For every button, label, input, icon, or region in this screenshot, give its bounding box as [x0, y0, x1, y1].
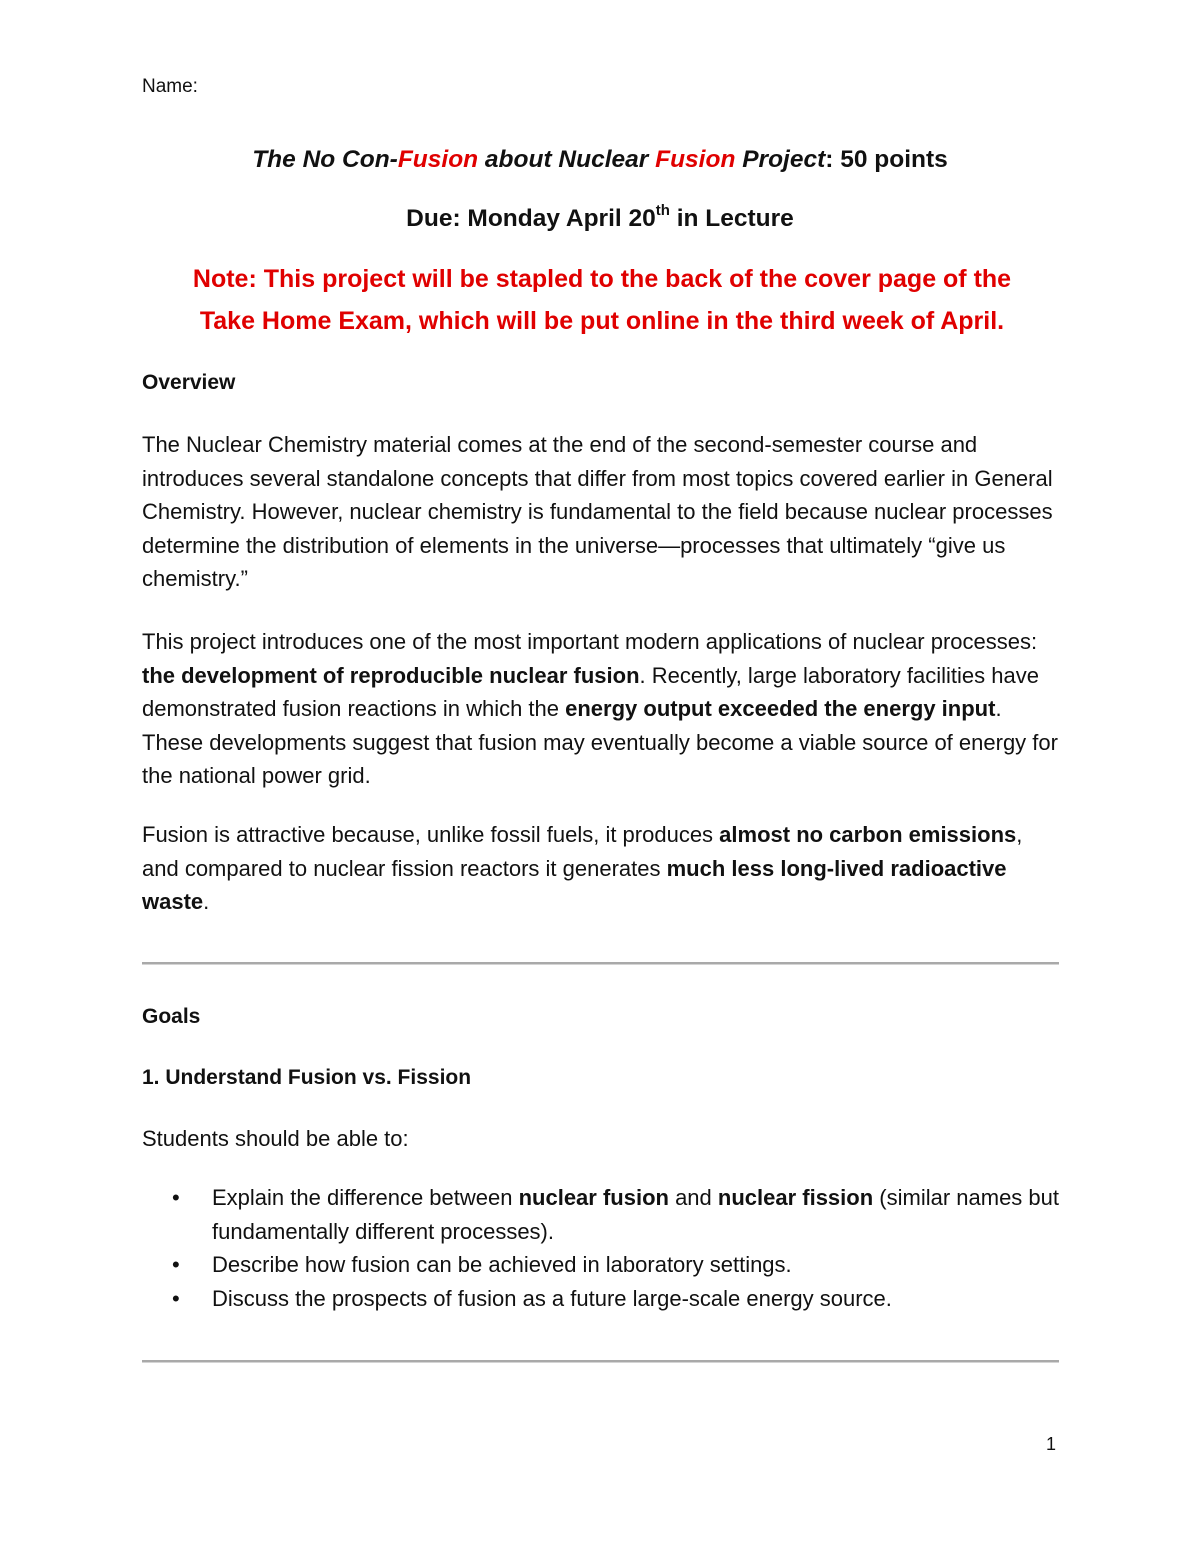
title-part-2: about Nuclear [478, 146, 656, 173]
overview-paragraph-2 [142, 625, 1062, 793]
p2-text-3: . These developments suggest that fusion may eventually become a viable source of energy for the national power grid. [142, 696, 1058, 788]
goals-bullet-list [142, 1181, 1062, 1315]
note-line-2: Take Home Exam, which will be put online in the third week of April. [199, 307, 1005, 335]
bullet-icon: • [172, 1285, 180, 1311]
p3-bold-1: almost no carbon emissions [719, 822, 1017, 847]
title-fusion-1: Fusion [397, 146, 479, 173]
goals-intro: Students should be able to: [142, 1126, 409, 1151]
note-line-1: Note: This project will be stapled to the back of the cover page of the [192, 265, 1012, 293]
section-divider-2 [142, 1360, 1059, 1363]
bullet-1-bold-2: nuclear fission [717, 1185, 874, 1210]
title-part-1: The No Con- [252, 146, 398, 173]
p3-text-3: . [203, 889, 210, 914]
note-block [142, 258, 1062, 342]
title-points: : 50 points [825, 146, 948, 173]
page-number: 1 [1046, 1434, 1057, 1454]
due-date [0, 204, 1200, 233]
p2-text-1: This project introduces one of the most important modern applications of nuclear processes: [142, 629, 1038, 654]
p3-bold-2: much less long-lived radioactive waste [142, 855, 1007, 914]
project-title [0, 146, 1200, 174]
p3-text-2: , and compared to nuclear fission reactors it generates [142, 822, 1023, 881]
p2-text-2: . Recently, large laboratory facilities have demonstrated fusion reactions in which the [142, 662, 1039, 721]
overview-paragraph-3 [142, 818, 1062, 919]
p2-bold-2: energy output exceeded the energy input [565, 696, 996, 721]
bullet-1-text-3: (similar names but fundamentally different processes). [212, 1185, 1060, 1244]
due-suffix: in Lecture [669, 205, 794, 233]
list-item [142, 1248, 1062, 1282]
due-superscript: th [655, 202, 670, 219]
bullet-3-text: Discuss the prospects of fusion as a future large-scale energy source. [212, 1285, 892, 1311]
goals-heading: Goals [142, 1005, 201, 1028]
overview-heading: Overview [142, 371, 236, 394]
overview-paragraph-1: The Nuclear Chemistry material comes at the end of the second-semester course and introduces several standalone concepts that differ from most topics covered earlier in General Chemistry. However, nuclear chemistry is fundamental to the field because nuclear processes determine the distribution of elements in the universe—processes that ultimately “give us chemistry.” [142, 432, 1053, 591]
name-label: Name: [142, 76, 198, 97]
goal-1-heading: 1. Understand Fusion vs. Fission [142, 1066, 472, 1089]
bullet-2-text: Describe how fusion can be achieved in laboratory settings. [212, 1252, 792, 1277]
title-part-3: Project [735, 146, 826, 173]
bullet-icon: • [172, 1185, 180, 1210]
bullet-icon: • [172, 1252, 180, 1277]
list-item [142, 1282, 1062, 1316]
list-item [142, 1181, 1062, 1248]
section-divider-1 [142, 962, 1059, 965]
bullet-1-text-2: and [668, 1185, 718, 1210]
p2-bold-1: the development of reproducible nuclear fusion [142, 662, 640, 688]
p3-text-1: Fusion is attractive because, unlike fossil fuels, it produces [142, 822, 720, 847]
title-fusion-2: Fusion [655, 146, 736, 173]
bullet-1-text-1: Explain the difference between [212, 1185, 519, 1210]
due-prefix: Due: Monday April 20 [406, 205, 656, 233]
bullet-1-bold-1: nuclear fusion [518, 1185, 669, 1210]
